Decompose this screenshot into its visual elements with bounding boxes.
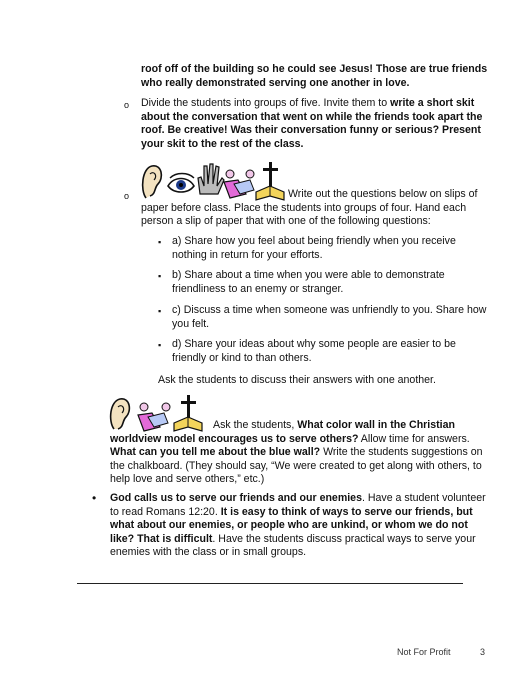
intro-line-2: who really demonstrated serving one another in love. (141, 76, 410, 89)
skit-line-3: roof. Be creative! Was their conversation funny or serious? Present (141, 124, 481, 137)
serve-paragraph: God calls us to serve our friends and our enemies. Have a student volunteer to read Romans 12:20. It is easy to think of ways to serve our friends, but what about our enemies, or people who are unkind, or whom we do not like? That is difficult. Have the students discuss practical ways to serve your enemies with the class or in small groups. (110, 492, 486, 559)
question-item-d: d) Share your ideas about why some people are easier to be friendly or kind to than others. (172, 338, 456, 364)
skit-bullet: o (124, 100, 130, 110)
skit-line-4: your skit to the rest of the class. (141, 137, 304, 150)
wall-paragraph: Ask the students, What color wall in the Christian worldview model encourages us to serve others? Allow time for answers. What can you tell me about the blue wall? Write the students suggestions on the chalkboard. (They should say, “We were created to get along with others, to help love and serve others,” etc.) (110, 419, 483, 486)
skit-line-2: about the conversation that went on while the friends took apart the (141, 110, 483, 123)
questions-line-3: person a slip of paper that with one of the following questions: (141, 215, 431, 228)
skit-text-bold: write a short skit (390, 97, 475, 109)
question-item-c: c) Discuss a time when someone was unfriendly to you. Share how you felt. (172, 304, 487, 330)
question-item-a: a) Share how you feel about being friendly when you receive nothing in return for your efforts. (172, 235, 456, 261)
questions-closing: Ask the students to discuss their answers with one another. (158, 374, 436, 386)
questions-bullet: o (124, 191, 130, 201)
skit-text-plain: Divide the students into groups of five. Invite them to (141, 97, 391, 109)
question-item-b: b) Share about a time when you were able to demonstrate friendliness to an enemy or stranger. (172, 269, 445, 295)
skit-paragraph (141, 97, 482, 151)
questions-line-2: paper before class. Place the students into groups of four. Hand each (141, 201, 467, 214)
page-number: 3 (480, 647, 486, 657)
footer-label: Not For Profit (397, 647, 451, 657)
serve-bullet: • (92, 491, 97, 505)
questions-paragraph (141, 188, 477, 229)
footer-rule (77, 583, 463, 584)
questions-line-1: Write out the questions below on slips of (288, 188, 478, 200)
question-bullet: ▪ (158, 340, 162, 350)
question-bullet: ▪ (158, 306, 162, 316)
question-bullet: ▪ (158, 237, 162, 247)
question-bullet: ▪ (158, 271, 162, 281)
intro-paragraph (141, 63, 487, 90)
intro-line-1: roof off of the building so he could see Jesus! Those are true friends (141, 63, 488, 75)
